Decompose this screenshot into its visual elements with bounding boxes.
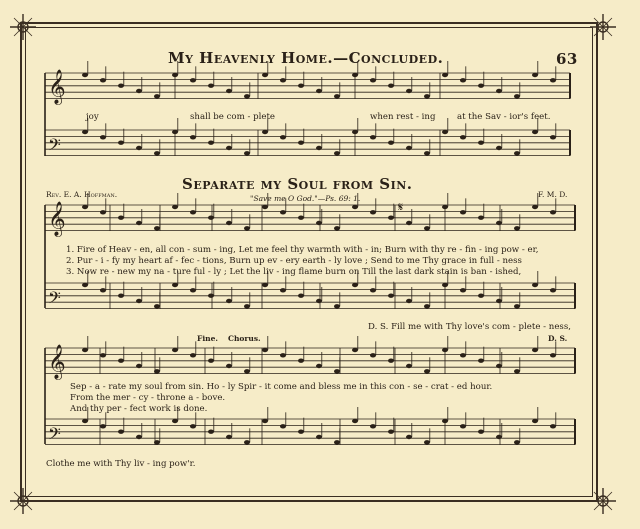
hymn1-lyric-3: when rest - ing: [370, 112, 436, 122]
chorus-marker: Chorus.: [228, 334, 261, 343]
segno-icon: 𝄋: [398, 200, 404, 214]
hymn1-lyric-4: at the Sav - ior's feet.: [457, 112, 551, 122]
chorus-lyric-2: From the mer - cy - throne a - bove.: [70, 393, 226, 403]
hymn2-author: Rev. E. A. Hoffman.: [46, 190, 118, 199]
verse-3: 3. Now re - new my na - ture ful - ly ; Let the liv - ing flame burn on Till the last dark stain is ban - ished,: [66, 267, 522, 277]
staff: [45, 118, 570, 159]
hymn1-title: My Heavenly Home.—Concluded.: [168, 49, 444, 67]
verse-2: 2. Pur - i - fy my heart af - fec - tions, Burn up ev - ery earth - ly love ; Send to me Thy grace in full - ness: [66, 256, 522, 266]
svg-text:𝄞: 𝄞: [48, 201, 66, 237]
hymn1-lyric-1: joy: [86, 112, 99, 122]
verse-1: 1. Fire of Heav - en, all con - sum - ing, Let me feel thy warmth with - in; Burn with thy re - fin - ing pow - er,: [66, 245, 539, 255]
page-number: 63: [556, 50, 578, 68]
hymn2-epigraph: "Save me O God."—Ps. 69: 1.: [250, 194, 361, 203]
hymn2-composer: F. M. D.: [538, 190, 568, 199]
bass-lyric: Clothe me with Thy liv - ing pow'r.: [46, 459, 196, 469]
staff: [45, 336, 575, 381]
svg-text:𝄞: 𝄞: [48, 69, 66, 105]
svg-text:𝄞: 𝄞: [48, 344, 66, 380]
ds-marker: D. S.: [548, 334, 568, 343]
chorus-lyric-1: Sep - a - rate my soul from sin. Ho - ly Spir - it come and bless me in this con - se - crat - ed hour.: [70, 382, 493, 392]
svg-text:𝄢: 𝄢: [48, 134, 61, 159]
staff: [45, 271, 575, 312]
hymn2-title: Separate my Soul from Sin.: [182, 175, 413, 193]
hymn1-lyric-2: shall be com - plete: [190, 112, 275, 122]
svg-text:𝄢: 𝄢: [48, 287, 61, 312]
fine-marker: Fine.: [197, 334, 219, 343]
chorus-lyric-3: And thy per - fect work is done.: [70, 404, 208, 414]
ds-line: D. S. Fill me with Thy love's com - plete - ness,: [368, 322, 571, 332]
svg-text:𝄢: 𝄢: [48, 423, 61, 448]
staff: [45, 61, 570, 106]
